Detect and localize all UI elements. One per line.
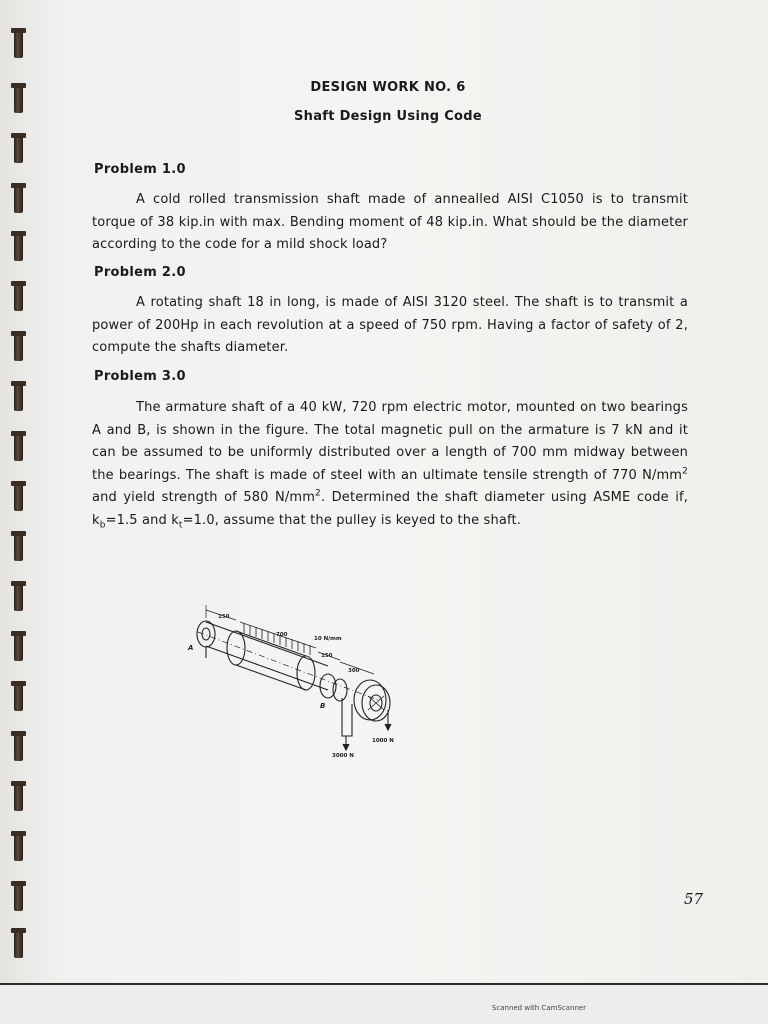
label-bearing-a: A [188, 644, 194, 652]
page-title: DESIGN WORK NO. 6 [310, 80, 466, 95]
problem-3-body-a: The armature shaft of a 40 kW, 720 rpm electric motor, mounted on two bearings A and B, is shown in the figure. The total magnetic pull on the armature is 7 kN and it can be assumed to be uniformly distributed over a length of 700 mm midway between the bearings. The shaft is made of steel with an ultimate tensile strength of 770 N/mm [92, 400, 688, 483]
binding-ring [14, 783, 23, 811]
bearing-a [197, 621, 215, 647]
binding-ring [14, 533, 23, 561]
problem-1-heading: Problem 1.0 [94, 162, 186, 177]
binding-ring [14, 733, 23, 761]
binding-ring [14, 883, 23, 911]
problem-3-text [92, 397, 688, 532]
subscript-t: t [178, 520, 183, 531]
armature-left-face [227, 631, 245, 665]
binding-ring [14, 683, 23, 711]
armature-top [236, 631, 306, 656]
superscript-squared: 2 [682, 466, 688, 477]
problem-1-text [92, 189, 688, 257]
superscript-squared: 2 [315, 488, 321, 499]
subscript-b: b [99, 520, 106, 531]
binding-ring [14, 930, 23, 958]
problem-3-body-e: =1.0, assume that the pulley is keyed to the shaft. [182, 512, 522, 528]
armature-right-face [297, 656, 315, 690]
shaft-top-edge [206, 622, 328, 666]
label-load-length: 700 [276, 632, 288, 638]
label-bearing-b: B [320, 702, 326, 710]
binding-ring [14, 383, 23, 411]
problem-2-heading: Problem 2.0 [94, 265, 186, 280]
page-edge [0, 983, 768, 985]
binding-ring [14, 30, 23, 58]
binding-ring [14, 583, 23, 611]
bearing-b-support [342, 698, 352, 736]
label-dim-pulley: 300 [348, 668, 360, 674]
problem-2-body: A rotating shaft 18 in long, is made of AISI 3120 steel. The shaft is to transmit a power of 200Hp in each revolution at a speed of 750 rpm. Having a factor of safety of 2, compute the shafts diameter. [92, 295, 688, 355]
binding-ring [14, 233, 23, 261]
label-force-down: 3000 N [332, 753, 354, 759]
binding-ring [14, 483, 23, 511]
problem-2-text [92, 292, 688, 360]
label-force-pulley: 1000 N [372, 738, 394, 744]
label-load-intensity: 10 N/mm [314, 636, 342, 642]
problem-1-body: A cold rolled transmission shaft made of annealled AISI C1050 is to transmit torque of 38 kip.in with max. Bending moment of 48 kip.in. What should be the diameter according to the code for a mild shock load? [92, 192, 688, 252]
problem-3-body-b: and yield strength of 580 N/mm [92, 490, 316, 505]
binding-ring [14, 333, 23, 361]
page-subtitle: Shaft Design Using Code [293, 109, 482, 124]
label-dim-left: 150 [218, 614, 230, 620]
scanner-watermark: Scanned with CamScanner [491, 1004, 587, 1012]
label-dim-right: 150 [321, 653, 333, 659]
binding-ring [14, 135, 23, 163]
problem-3-heading: Problem 3.0 [94, 369, 186, 384]
page-number: 57 [684, 890, 704, 908]
binding-ring [14, 433, 23, 461]
binding-ring [14, 185, 23, 213]
problem-3-body-c: . Determined the shaft diameter using ASME code if, k [92, 490, 688, 528]
spiral-binding [10, 30, 32, 960]
problem-3-body-d: =1.5 and k [105, 512, 179, 528]
shaft-figure [178, 600, 410, 762]
binding-ring [14, 833, 23, 861]
binding-ring [14, 633, 23, 661]
binding-ring [14, 283, 23, 311]
